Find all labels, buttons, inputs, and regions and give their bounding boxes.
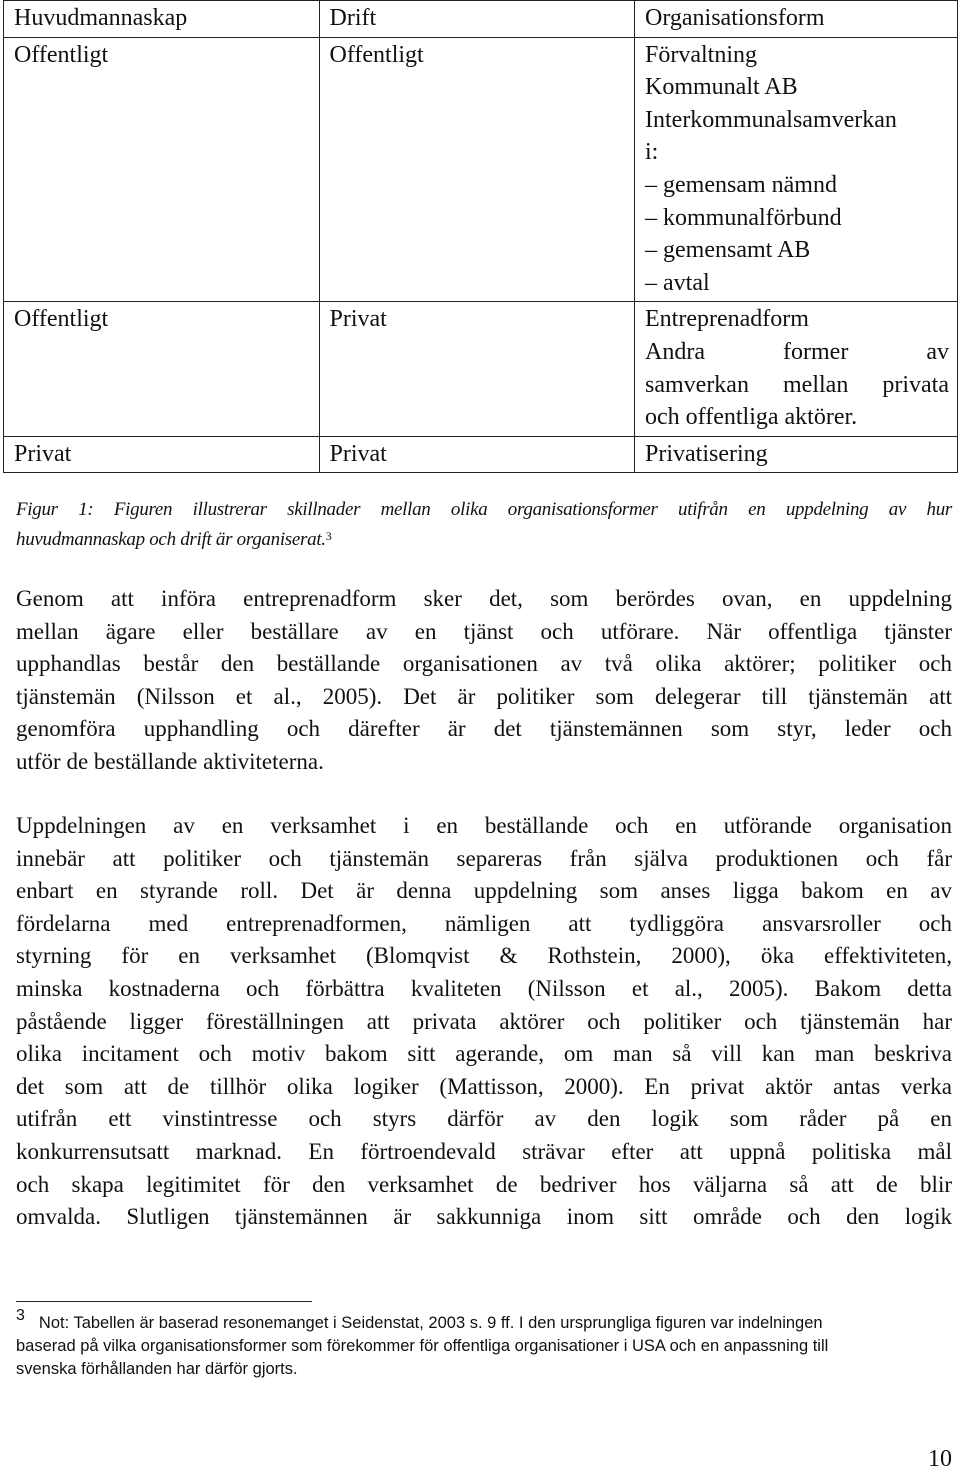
header-drift: Drift (319, 1, 635, 38)
paragraph-line: Genom att införa entreprenadform sker det, som berördes ovan, en uppdelning (16, 586, 952, 611)
dash-item-label: gemensamt AB (663, 237, 811, 264)
cell-drift: Offentligt (319, 37, 635, 302)
cell-organisationsform (635, 436, 958, 473)
footnote-text: Not: Tabellen är baserad resonemanget i Seidenstat, 2003 s. 9 ff. I den ursprungliga figuren var indelningen (38, 1314, 823, 1332)
paragraph-line: utifrån ett vinstintresse och styrs därför av den logik som råder på en (16, 1106, 952, 1132)
paragraph-line: genomföra upphandling och därefter är det tjänstemännen som styr, leder och (16, 716, 952, 742)
form-line: Privatisering (645, 440, 768, 467)
paragraph-line: utför de beställande aktiviteterna. (16, 748, 324, 774)
cell-drift: Privat (319, 302, 635, 436)
body-paragraph (16, 583, 952, 779)
dash-list-item (645, 202, 949, 235)
footnote-line: baserad på vilka organisationsformer som förekommer för offentliga organisationer i USA och en anpassning till (16, 1337, 829, 1355)
paragraph-line: styrning för en verksamhet (Blomqvist & Rothstein, 2000), öka effektiviteten, (16, 943, 952, 969)
paragraph-line: upphandlas består den beställande organisationen av två olika aktörer; politiker och (16, 651, 952, 677)
table-row (4, 436, 958, 473)
form-line: Förvaltning (645, 41, 757, 68)
paragraph-line: olika incitament och motiv bakom sitt agerande, om man så vill kan man beskriva (16, 1041, 952, 1067)
cell-huvudmannaskap: Offentligt (4, 37, 320, 302)
cell-organisationsform (635, 37, 958, 302)
paragraph-line: fördelarna med entreprenadformen, nämligen att tydliggöra ansvarsroller och (16, 910, 952, 936)
form-line: och offentliga aktörer. (645, 404, 858, 431)
dash-bullet: – (645, 269, 657, 296)
dash-item-label: kommunalförbund (663, 204, 842, 231)
form-line: Andra former av (645, 338, 949, 365)
caption-line: huvudmannaskap och drift är organiserat. (16, 529, 326, 550)
dash-bullet: – (645, 204, 657, 231)
body-paragraph (16, 810, 952, 1234)
footnote-line: svenska förhållanden har därför gjorts. (16, 1360, 298, 1378)
caption-line: Figur 1: Figuren illustrerar skillnader mellan olika organisationsformer utifrån en uppdelning av hur (16, 499, 952, 520)
paragraph-line: omvalda. Slutligen tjänstemännen är sakkunniga inom sitt område och den logik (16, 1204, 952, 1230)
footnote-reference: 3 (325, 529, 332, 543)
paragraph-line: påstående ligger föreställningen att privata aktörer och politiker och tjänstemän har (16, 1008, 952, 1034)
table-row (4, 302, 958, 436)
paragraph-line: det som att de tillhör olika logiker (Mattisson, 2000). En privat aktör antas verka (16, 1073, 952, 1099)
footnote-line (16, 1307, 952, 1335)
dash-bullet: – (645, 237, 657, 264)
cell-drift: Privat (319, 436, 635, 473)
cell-huvudmannaskap: Offentligt (4, 302, 320, 436)
dash-bullet: – (645, 171, 657, 198)
form-line: i: (645, 139, 659, 166)
paragraph-line: innebär att politiker och tjänstemän separeras från själva produktionen och får (16, 845, 952, 871)
form-line: Interkommunalsamverkan (645, 106, 897, 133)
form-line: Kommunalt AB (645, 74, 798, 101)
cell-huvudmannaskap: Privat (4, 436, 320, 473)
table-header-row (4, 1, 958, 38)
organisation-table (3, 0, 958, 473)
dash-list-item (645, 267, 949, 300)
footnote-separator (16, 1301, 312, 1302)
cell-organisationsform (635, 302, 958, 436)
dash-item-label: avtal (663, 269, 710, 296)
paragraph-line: och skapa legitimitet för den verksamhet de bedriver hos väljarna så att de blir (16, 1171, 952, 1197)
dash-item-label: gemensam nämnd (663, 171, 837, 198)
paragraph-line: mellan ägare eller beställare av en tjänst och utförare. När offentliga tjänster (16, 618, 952, 644)
paragraph-line: minska kostnaderna och förbättra kvaliteten (Nilsson et al., 2005). Bakom detta (16, 975, 952, 1001)
page-number: 10 (928, 1446, 952, 1472)
paragraph-line: enbart en styrande roll. Det är denna uppdelning som anses ligga bakom en av (16, 878, 952, 904)
header-organisationsform: Organisationsform (635, 1, 958, 38)
paragraph-line: Uppdelningen av en verksamhet i en beställande och en utförande organisation (16, 813, 952, 838)
header-huvudmannaskap: Huvudmannaskap (4, 1, 320, 38)
paragraph-line: konkurrensutsatt marknad. En förtroendevald strävar efter att uppnå politiska mål (16, 1138, 952, 1164)
dash-list-item (645, 234, 949, 267)
dash-list-item (645, 169, 949, 202)
footnote (16, 1307, 952, 1381)
paragraph-line: tjänstemän (Nilsson et al., 2005). Det är politiker som delegerar till tjänstemän att (16, 683, 952, 709)
form-line: Entreprenadform (645, 306, 809, 333)
figure-caption (16, 495, 952, 555)
footnote-number: 3 (16, 1307, 25, 1324)
table-row (4, 37, 958, 302)
form-line: samverkan mellan privata (645, 371, 949, 398)
